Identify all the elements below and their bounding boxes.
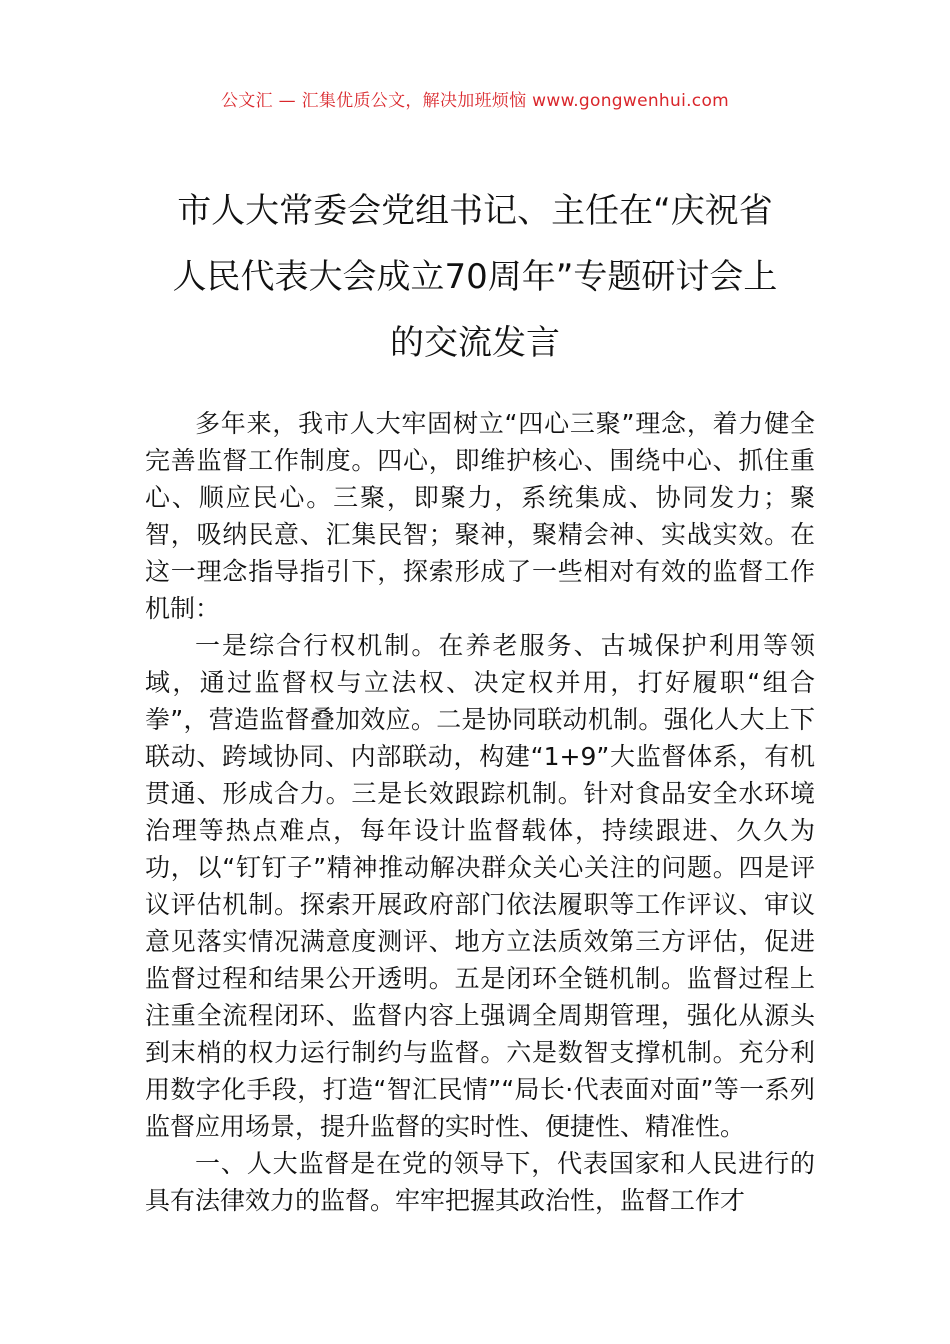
paragraph-intro: 多年来，我市人大牢固树立“四心三聚”理念，着力健全完善监督工作制度。四心，即维护核心、围绕中心、抓住重心、顺应民心。三聚，即聚力，系统集成、协同发力；聚智，吸纳民意、汇集民智；聚神，聚精会神、实战实效。在这一理念指导指引下，探索形成了一些相对有效的监督工作机制： [145,409,815,623]
title-line: 人民代表大会成立70周年”专题研讨会上 [172,257,778,297]
paragraph-section-one: 一、人大监督是在党的领导下，代表国家和人民进行的具有法律效力的监督。牢牢把握其政治性，监督工作才 [145,1149,815,1215]
paragraph-mechanisms: 一是综合行权机制。在养老服务、古城保护利用等领域，通过监督权与立法权、决定权并用，打好履职“组合拳”，营造监督叠加效应。二是协同联动机制。强化人大上下联动、跨域协同、内部联动，构建“1+9”大监督体系，有机贯通、形成合力。三是长效跟踪机制。针对食品安全水环境治理等热点难点，每年设计监督载体，持续跟进、久久为功，以“钉钉子”精神推动解决群众关心关注的问题。四是评议评估机制。探索开展政府部门依法履职等工作评议、审议意见落实情况满意度测评、地方立法质效第三方评估，促进监督过程和结果公开透明。五是闭环全链机制。监督过程上注重全流程闭环、监督内容上强调全周期管理，强化从源头到末梢的权力运行制约与监督。六是数智支撑机制。充分利用数字化手段，打造“智汇民情”“局长·代表面对面”等一系列监督应用场景，提升监督的实时性、便捷性、精准性。 [145,631,815,1141]
document-title [120,178,830,376]
title-line: 市人大常委会党组书记、主任在“庆祝省 [177,191,773,231]
header-banner[interactable]: 公文汇 — 汇集优质公文，解决加班烦恼 www.gongwenhui.com [220,91,730,111]
document-body [145,405,815,1219]
title-line: 的交流发言 [390,323,560,363]
